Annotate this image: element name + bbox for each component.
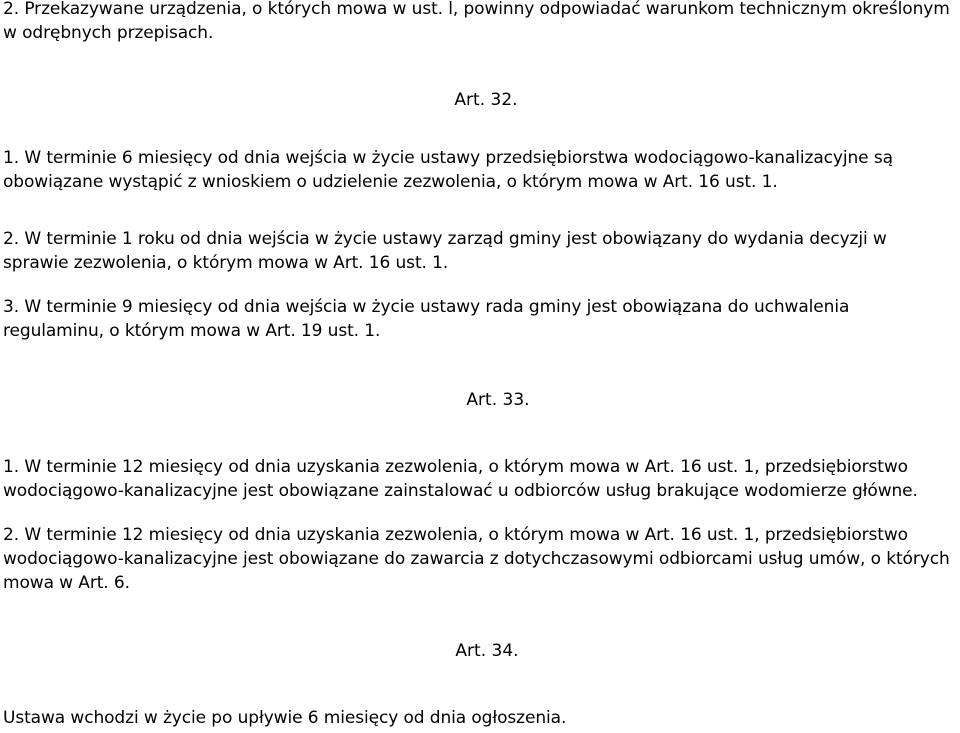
article-32-heading: Art. 32. <box>454 90 518 110</box>
article-34-paragraph: Ustawa wchodzi w życie po upływie 6 miesięcy od dnia ogłoszenia. <box>3 708 567 728</box>
article-33-paragraph-1: 1. W terminie 12 miesięcy od dnia uzyskania zezwolenia, o którym mowa w Art. 16 ust. 1, przedsiębiorstwo wodociągowo-kanalizacyjne jest obowiązane zainstalować u odbiorców usług brakujące wodomierze główne. <box>3 457 918 501</box>
paragraph-intro: 2. Przekazywane urządzenia, o których mowa w ust. l, powinny odpowiadać warunkom technicznym określonym w odrębnych przepisach. <box>3 0 950 43</box>
article-32-paragraph-2: 2. W terminie 1 roku od dnia wejścia w życie ustawy zarząd gminy jest obowiązany do wydania decyzji w sprawie zezwolenia, o którym mowa w Art. 16 ust. 1. <box>3 229 887 273</box>
article-34-heading: Art. 34. <box>455 641 519 661</box>
article-32-paragraph-3: 3. W terminie 9 miesięcy od dnia wejścia w życie ustawy rada gminy jest obowiązana do uchwalenia regulaminu, o którym mowa w Art. 19 ust. 1. <box>3 297 850 341</box>
article-33-paragraph-2: 2. W terminie 12 miesięcy od dnia uzyskania zezwolenia, o którym mowa w Art. 16 ust. 1, przedsiębiorstwo wodociągowo-kanalizacyjne jest obowiązane do zawarcia z dotychczasowymi odbiorcami usług umów, o których mowa w Art. 6. <box>3 525 950 593</box>
article-33-heading: Art. 33. <box>466 390 530 410</box>
article-32-paragraph-1: 1. W terminie 6 miesięcy od dnia wejścia w życie ustawy przedsiębiorstwa wodociągowo-kanalizacyjne są obowiązane wystąpić z wnioskiem o udzielenie zezwolenia, o którym mowa w Art. 16 ust. 1. <box>3 148 893 192</box>
